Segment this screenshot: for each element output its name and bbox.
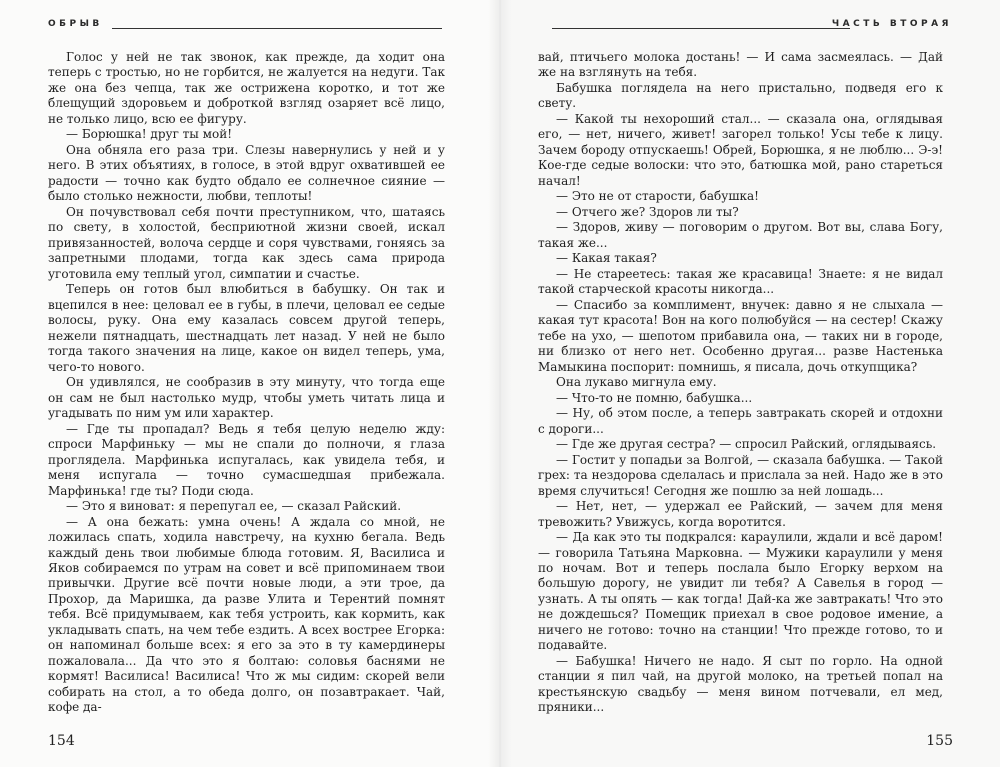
paragraph: — Какая такая? <box>556 251 657 266</box>
paragraph: — Гостит у попадьи за Волгой, — сказала бабушка. — Такой грех: та нездорова сделалась и прислала за ней. Надо же в это время случиться! Сегодня же пошлю за ней лошадь... <box>538 452 943 498</box>
paragraph: — Это я виноват: я перепугал ее, — сказал Райский. <box>66 499 402 514</box>
running-head-left: ОБРЫВ <box>48 19 103 29</box>
paragraph: — Борюшка! друг ты мой! <box>66 127 233 142</box>
paragraph: Теперь он готов был влюбиться в бабушку. Он так и вцепился в нее: целовал ее в губы, в плечи, целовал ее седые волосы, руку. Она ему казалась совсем другой теперь, нежели пятнадцать, шестнадцать лет назад. У ней не было тогда такого значения на лице, какое он видел теперь, ума, чего-то нового. <box>48 282 445 374</box>
paragraph: — Где ты пропадал? Ведь я тебя целую неделю жду: спроси Марфиньку — мы не спали до полночи, я глаза проглядела. Марфинька испугалась, как увидела тебя, и меня испугала — точно сумасшедшая прибежала. Марфинька! где ты? Поди сюда. <box>48 421 445 498</box>
paragraph: — Спасибо за комплимент, внучек: давно я не слыхала — какая тут красота! Вон на кого полюбуйся — на сестер! Скажу тебе на ухо, — шепотом прибавила она, — таких ни в городе, ни близко от него нет. Особенно другая... разве Настенька Мамыкина поспорит: помнишь, я писала, дочь откупщика? <box>538 297 943 374</box>
paragraph: — Какой ты нехороший стал... — сказала она, оглядывая его, — нет, ничего, живет! загорел только! Усы тебе к лицу. Зачем бороду отпускаешь! Обрей, Борюшка, я не люблю... Э-э! Кое-где седые волоски: что это, батюшка мой, рано стареться начал! <box>538 111 943 188</box>
paragraph-continued: вай, птичьего молока достань! — И сама засмеялась. — Дай же на взглянуть на тебя. <box>538 50 943 80</box>
paragraph: — Да как это ты подкрался: караулили, ждали и всё даром! — говорила Татьяна Марковна. — Мужики караулили у меня по ночам. Вот и теперь послала было Егорку верхом на большую дорогу, не увидит ли тебя? А Савелья в город — узнать. А ты опять — как тогда! Дай-ка же завтракать! Что это не дождешься? Помещик приехал в свое родовое имение, а ничего не готово: точно на станции! Что прежде готово, то и подавайте. <box>538 530 943 653</box>
paragraph: Он удивлялся, не сообразив в эту минуту, что тогда еще он сам не был настолько мудр, чтобы уметь читать лица и угадывать по ним ум или характер. <box>48 375 445 421</box>
book-gutter <box>488 0 512 767</box>
paragraph: — Что-то не помню, бабушка... <box>556 390 753 405</box>
paragraph: — Где же другая сестра? — спросил Райский, оглядываясь. <box>556 437 937 452</box>
paragraph: — Ну, об этом после, а теперь завтракать скорей и отдохни с дороги... <box>538 406 943 436</box>
header-rule-right <box>552 28 850 29</box>
left-page-text <box>48 50 445 716</box>
right-page-text <box>538 50 943 716</box>
paragraph: — А она бежать: умна очень! А ждала со мной, не ложилась спать, ходила навстречу, на кухню бегала. Ведь каждый день твои любимые блюда готовим. Я, Василиса и Яков собираемся по утрам на совет и всё припоминаем твои привычки. Другие всё почти новые люди, а эти трое, да Прохор, да Маришка, да разве Улита и Терентий помнят тебя. Всё придумываем, как тебя устроить, как кормить, как укладывать спать, на чем тебе ездить. А всех вострее Егорка: он напоминал больше всех: я его за это в ту камердинеры пожаловала... Да что это я болтаю: соловья баснями не кормят! Василиса! Василиса! Что ж мы сидим: скорей вели собирать на стол, а то обеда долго, он позавтракает. Чай, кофе да- <box>48 514 445 715</box>
paragraph: — Это не от старости, бабушка! <box>556 189 759 204</box>
page-number-left: 154 <box>48 733 75 749</box>
page-number-right: 155 <box>926 733 953 749</box>
paragraph: Она обняла его раза три. Слезы навернулись у ней и у него. В этих объятиях, в голосе, в этой вдруг охватившей ее радости — точно как будто обдало ее солнечное сияние — было столько нежности, любви, теплоты! <box>48 142 445 204</box>
paragraph: Голос у ней не так звонок, как прежде, да ходит она теперь с тростью, но не горбится, не жалуется на недуги. Так же она без чепца, так же острижена коротко, и тот же блещущий здоровьем и доброткой взгляд озаряет всё лицо, не только лицо, всю ее фигуру. <box>48 50 445 126</box>
header-rule-left <box>112 28 442 29</box>
paragraph: — Здоров, живу — поговорим о другом. Вот вы, слава Богу, такая же... <box>538 220 943 250</box>
running-head-right: ЧАСТЬ ВТОРАЯ <box>831 19 952 29</box>
paragraph: — Не стареетесь: такая же красавица! Знаете: я не видал такой старческой красоты никогда... <box>538 266 943 297</box>
paragraph: — Отчего же? Здоров ли ты? <box>556 204 739 219</box>
paragraph: Он почувствовал себя почти преступником, что, шатаясь по свету, в холостой, бесприютной жизни своей, искал привязанностей, волоча сердце и соря чувствами, гоняясь за запретными плодами, тогда как здесь сама природа уготовила ему теплый угол, симпатии и счастье. <box>48 204 445 281</box>
paragraph: Бабушка поглядела на него пристально, подведя его к свету. <box>538 80 943 111</box>
right-page <box>500 0 1000 767</box>
paragraph: Она лукаво мигнула ему. <box>556 375 717 390</box>
paragraph: — Бабушка! Ничего не надо. Я сыт по горло. На одной станции я пил чай, на другой молоко, на третьей попал на крестьянскую свадьбу — меня вином потчевали, ел мед, пряники... <box>538 653 943 715</box>
paragraph: — Нет, нет, — удержал ее Райский, — зачем для меня тревожить? Увижусь, когда воротится. <box>538 499 943 529</box>
